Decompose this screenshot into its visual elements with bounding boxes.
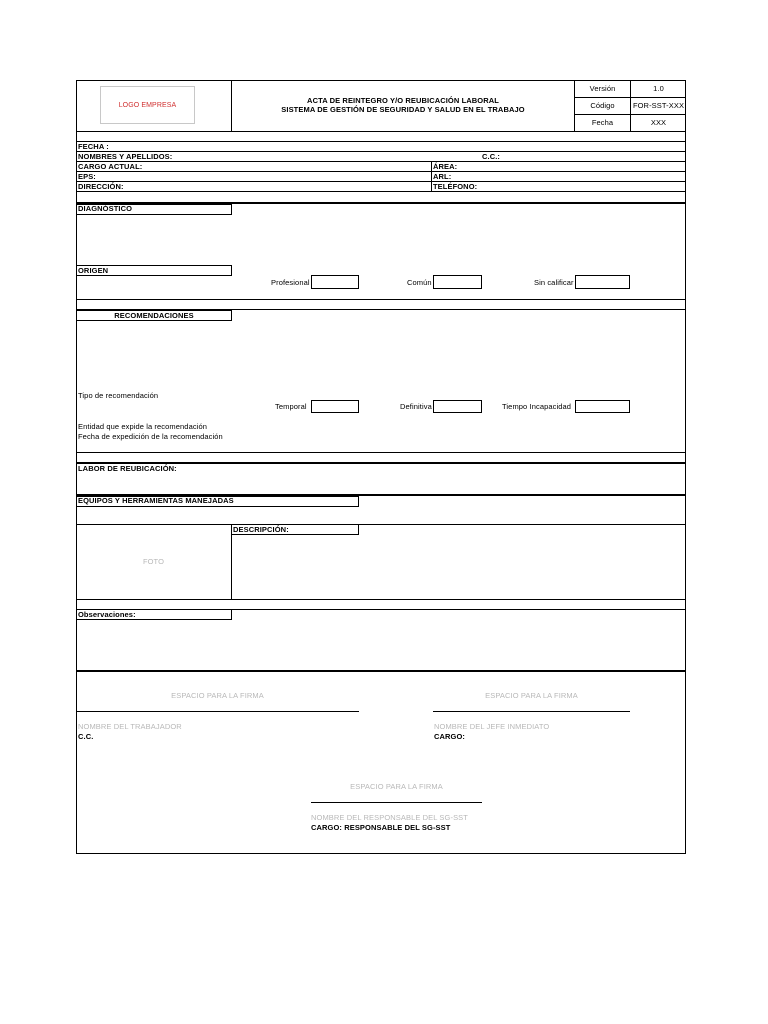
firma-jefe-space: ESPACIO PARA LA FIRMA — [485, 691, 578, 700]
firma-responsable-line — [311, 802, 482, 803]
meta-version-label: Versión — [589, 84, 616, 93]
meta-version-value: 1.0 — [653, 84, 664, 93]
jefe-cargo-label: CARGO: — [434, 732, 466, 741]
telefono-label: TELÉFONO: — [433, 182, 478, 191]
temporal-label: Temporal — [275, 402, 307, 411]
form-subtitle: SISTEMA DE GESTIÓN DE SEGURIDAD Y SALUD EN EL TRABAJO — [281, 105, 525, 114]
divider — [76, 131, 686, 132]
origen-profesional-checkbox[interactable] — [311, 275, 359, 289]
temporal-checkbox[interactable] — [311, 400, 359, 413]
divider — [76, 599, 686, 600]
labor-label: LABOR DE REUBICACIÓN: — [78, 464, 177, 473]
origen-comun-label: Común — [407, 278, 432, 287]
tiempo-incapacidad-label: Tiempo Incapacidad — [502, 402, 572, 411]
origen-profesional-label: Profesional — [271, 278, 310, 287]
firma-trabajador-line — [76, 711, 359, 712]
trabajador-cc-label: C.C. — [78, 732, 94, 741]
meta-code-label: Código — [590, 101, 615, 110]
divider — [431, 161, 432, 191]
logo-text: LOGO EMPRESA — [118, 102, 177, 109]
divider — [76, 191, 686, 192]
foto-placeholder: FOTO — [142, 557, 165, 566]
fecha-label: FECHA : — [78, 142, 109, 151]
firma-jefe-line — [433, 711, 630, 712]
divider — [76, 524, 686, 525]
direccion-label: DIRECCIÓN: — [78, 182, 124, 191]
equipos-label: EQUIPOS Y HERRAMIENTAS MANEJADAS — [78, 496, 234, 505]
definitiva-label: Definitiva — [400, 402, 432, 411]
meta-date-label: Fecha — [591, 118, 614, 127]
tipo-recomendacion-label: Tipo de recomendación — [78, 391, 159, 400]
diagnostico-label: DIAGNÓSTICO — [78, 204, 133, 213]
entidad-label: Entidad que expide la recomendación — [78, 422, 208, 431]
area-label: ÁREA: — [433, 162, 458, 171]
fecha-expedicion-label: Fecha de expedición de la recomendación — [78, 432, 223, 441]
responsable-cargo-label: CARGO: RESPONSABLE DEL SG-SST — [311, 823, 451, 832]
meta-code-value: FOR-SST-XXX — [632, 101, 685, 110]
cargo-label: CARGO ACTUAL: — [78, 162, 143, 171]
divider — [76, 161, 686, 162]
divider — [76, 299, 686, 300]
divider — [76, 171, 686, 172]
divider — [76, 670, 686, 672]
origen-sin-calificar-checkbox[interactable] — [575, 275, 630, 289]
cc-label: C.C.: — [482, 152, 500, 161]
form-title: ACTA DE REINTEGRO Y/O REUBICACIÓN LABORAL — [307, 96, 499, 105]
tiempo-incapacidad-checkbox[interactable] — [575, 400, 630, 413]
origen-label: ORIGEN — [78, 266, 109, 275]
divider — [76, 141, 686, 142]
descripcion-label: DESCRIPCIÓN: — [233, 525, 289, 534]
firma-responsable-space: ESPACIO PARA LA FIRMA — [350, 782, 443, 791]
observaciones-label: Observaciones: — [78, 610, 136, 619]
firma-trabajador-space: ESPACIO PARA LA FIRMA — [171, 691, 264, 700]
divider — [76, 452, 686, 453]
recomendaciones-label: RECOMENDACIONES — [114, 311, 194, 320]
nombre-responsable-label: NOMBRE DEL RESPONSABLE DEL SG-SST — [311, 813, 468, 822]
divider — [574, 97, 686, 98]
arl-label: ARL: — [433, 172, 452, 181]
nombres-label: NOMBRES Y APELLIDOS: — [78, 152, 173, 161]
divider — [76, 181, 686, 182]
divider — [574, 114, 686, 115]
origen-sin-calificar-label: Sin calificar — [534, 278, 574, 287]
eps-label: EPS: — [78, 172, 96, 181]
nombre-trabajador-label: NOMBRE DEL TRABAJADOR — [78, 722, 182, 731]
definitiva-checkbox[interactable] — [433, 400, 482, 413]
origen-comun-checkbox[interactable] — [433, 275, 482, 289]
meta-date-value: XXX — [650, 118, 667, 127]
nombre-jefe-label: NOMBRE DEL JEFE INMEDIATO — [434, 722, 550, 731]
divider — [231, 524, 232, 599]
